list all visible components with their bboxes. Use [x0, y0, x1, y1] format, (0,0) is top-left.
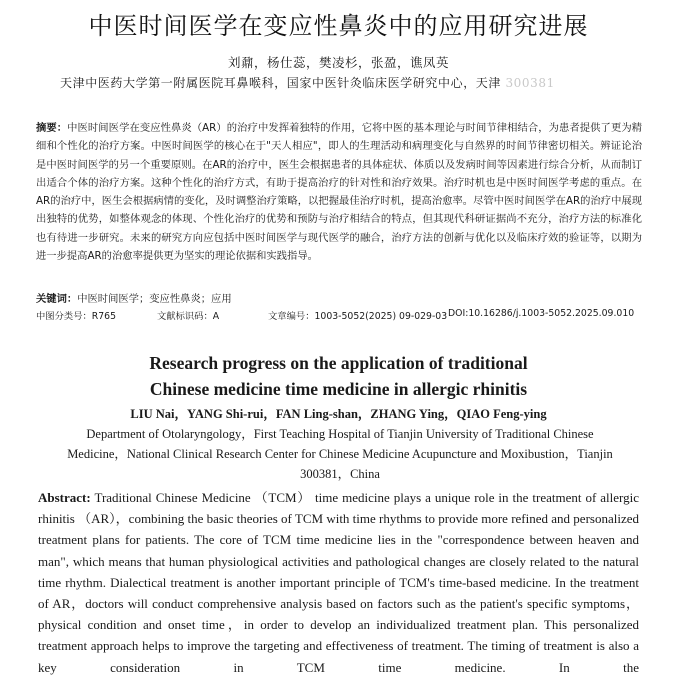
chinese-abstract-text: 中医时间医学在变应性鼻炎（AR）的治疗中发挥着独特的作用，它将中医的基本理论与时间节律相结合，为患者提供了更为精细和个性化的治疗方案。中医时间医学的核心在于"天人相应"，即人的生理活动和病理变化与自然界的时间节律密切相关。辨证论治是中医时间医学的另一个重要原则。在AR的治疗中，医生会根据患者的具体症状、体质以及发病时间等因素进行综合分析，从而制订出适合个体的治疗方案。这种个性化的治疗方式，有助于提高治疗的针对性和治疗效果。治疗时机也是中医时间医学考虑的重点。在AR的治疗中，医生会根据病情的变化，及时调整治疗策略，以把握最佳治疗时机，提高治愈率。尽管中医时间医学在AR的治疗中展现出独特的优势，如整体观念的体现、个性化治疗的优势和预防与治疗相结合的特点，但其现代科研证据尚不充分，治疗方法的标准化也有待进一步研究。未来的研究方向应包括中医时间医学与现代医学的融合，治疗方法的创新与优化以及临床疗效的验证等，以期为进一步提高AR的治愈率提供更为坚实的理论依据和实践指导。	[36, 122, 643, 263]
english-abstract-text: Traditional Chinese Medicine （TCM） time medicine plays a unique role in the treatment of allergic rhinitis （AR），combining the basic theories of TCM with time rhythms to provide more refined and personalized treatment plans for patients. The core of TCM time medicine lies in the "correspondence between heaven and man", which means that human physiological activities and pathological changes are closely related to the natural time rhythm. Dialectical treatment is another important principle of TCM's time-based medicine. In the treatment of AR，doctors will conduct comprehensive analysis based on factors such as the patient's specific symptoms，physical condition and onset time，in order to develop an individualized treatment plan. This personalized treatment approach helps to improve the targeting and effectiveness of treatment. The timing of treatment is also a key consideration in TCM time medicine. In the	[38, 490, 639, 675]
chinese-affiliation	[60, 74, 677, 91]
chinese-keywords	[36, 290, 642, 305]
english-abstract	[38, 487, 639, 678]
clc-number: 中图分类号：R765	[36, 311, 116, 322]
english-affiliation: Department of Otolaryngology，First Teaching Hospital of Tianjin University of Traditional Chinese Medicine，National Clinical Research Center for Chinese Medicine Acupuncture and Moxibustion，Tianjin 300381，China	[67, 427, 613, 481]
chinese-keywords-label: 关键词：	[36, 293, 78, 305]
english-abstract-label: Abstract:	[38, 490, 91, 505]
chinese-abstract-label: 摘要：	[36, 122, 68, 134]
chinese-abstract	[36, 119, 642, 265]
english-title	[0, 350, 677, 402]
english-authors: LIU Nai，YANG Shi-rui，FAN Ling-shan，ZHANG Ying，QIAO Feng-ying	[130, 407, 547, 421]
article-number: 文章编号：1003-5052(2025) 09-029-03	[268, 311, 448, 322]
english-title-line-2: Chinese medicine time medicine in allergic rhinitis	[149, 379, 528, 399]
chinese-authors: 刘鼐，杨仕蕊，樊凌杉，张盈，谯凤英	[227, 55, 449, 70]
chinese-affiliation-postcode: 300381	[505, 76, 555, 90]
chinese-keywords-text: 中医时间医学；变应性鼻炎；应用	[77, 293, 232, 305]
doi: DOI:10.16286/j.1003-5052.2025.09.010	[448, 308, 635, 319]
document-code: 文献标识码：A	[157, 311, 220, 322]
chinese-affiliation-text: 天津中医药大学第一附属医院耳鼻喉科，国家中医针灸临床医学研究中心，天津	[60, 76, 502, 90]
english-title-line-1: Research progress on the application of traditional	[149, 353, 528, 373]
chinese-title: 中医时间医学在变应性鼻炎中的应用研究进展	[88, 12, 589, 40]
